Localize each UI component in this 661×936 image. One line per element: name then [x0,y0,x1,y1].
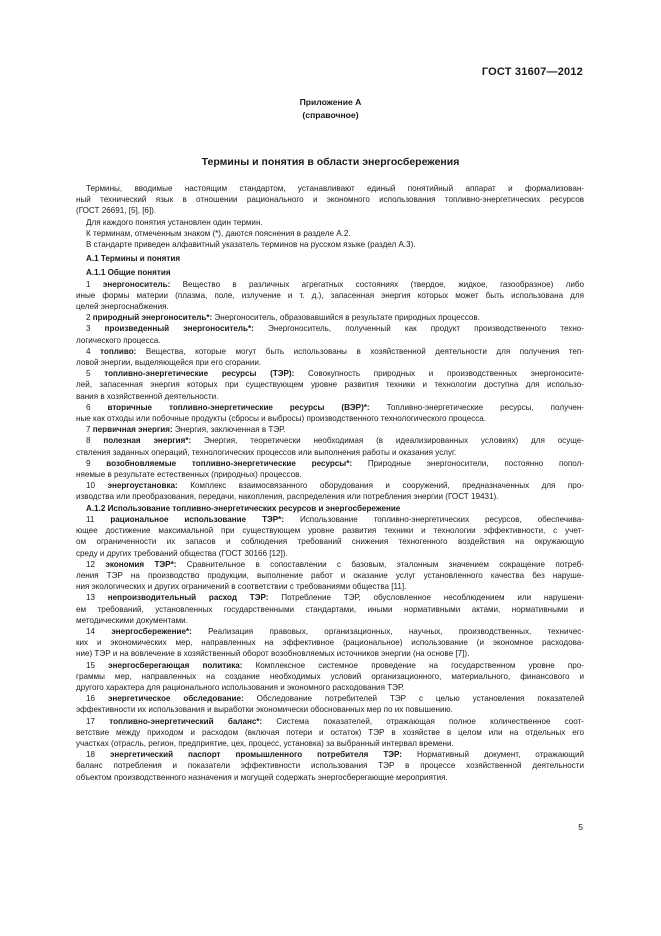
term-continuation: граммы мер, направленных на создание необходимых условий организационного, материального, финансового и [76,671,584,681]
term-continuation: целей энергоснабжения. [76,302,169,312]
term-entry [76,368,584,379]
term-number: 18 [86,750,96,760]
term-continuation: ветствие между приходом и расходом (включая потери и остаток) ТЭР в хозяйстве в целом или на отдельных его [76,727,584,737]
term-number: 16 [86,694,96,704]
term-number: 8 [86,436,91,446]
term-continuation: ные как отходы или побочные продукты (сбросы и выбросы) производственного технологического процесса. [76,414,487,424]
term-entry [76,559,584,570]
term-number: 4 [86,346,91,356]
document-body [76,183,584,783]
term-continuation: ловой энергии, выделяющейся при его сгорании. [76,358,262,368]
term-number: 1 [86,279,91,289]
term-continuation: няемые в результате естественных (природных) процессов. [76,470,302,480]
term-name: энергоноситель: [102,279,171,289]
term-name: полезная энергия [103,436,186,446]
term-entry [76,660,584,671]
term-entry [76,346,584,357]
term-name: энергетический паспорт промышленного потребителя ТЭР: [109,750,403,760]
term-name: энергоустановка: [107,481,178,491]
term-definition: Природные энергоносители, постоянно попол- [352,458,584,468]
term-mark: *: [185,626,192,636]
term-entry [76,424,584,435]
subsection-heading: А.1.1 Общие понятия [86,268,171,278]
term-definition: Энергоноситель, образовавшийся в результате природных процессов. [212,313,480,323]
subsection-heading: А.1.2 Использование топливно-энергетических ресурсов и энергосбережение [86,503,401,513]
term-continuation: эффективности их использования и выработки экономически обоснованных мер по их повышению. [76,705,453,715]
term-definition: Вещество в различных агрегатных состояниях (твердое, жидкое, газообразное) либо [170,279,585,289]
term-number: 3 [86,324,91,334]
intro-line: В стандарте приведен алфавитный указатель терминов на русском языке (раздел А.3). [86,240,416,250]
term-entry [76,402,584,413]
term-name: первичная энергия: [92,425,173,435]
term-entry [76,435,584,446]
term-number: 5 [86,369,91,379]
term-number: 6 [86,402,91,412]
intro-line: ный технический язык в отношении рационального и экономного использования топливно-энергетических ресурсов [76,195,584,205]
term-name: экономия ТЭР [105,559,171,569]
term-name: произведенный энергоноситель [104,324,249,334]
term-number: 13 [86,593,96,603]
term-continuation: баланс потребления и показатели эффективности использования ТЭР в процессе хозяйственной деятельности [76,761,584,771]
term-mark: *: [206,313,213,323]
term-name: энергосберегающая политика: [108,660,243,670]
term-continuation: ом ограниченности их запасов и соблюдения требований снижения техногенного воздействия на окружающую [76,537,584,547]
term-definition: Система показателей, отражающая полное количественное соот- [262,716,584,726]
term-continuation: методическими документами. [76,615,188,625]
term-number: 9 [86,458,91,468]
term-definition: Обследование потребителей ТЭР с целью установления показателей [243,694,584,704]
term-definition: Нормативный документ, отражающий [402,750,584,760]
term-name: возобновляемые топливно-энергетические ресурсы [106,458,347,468]
page-title: Термины и понятия в области энергосбережения [201,156,460,168]
intro-line: К терминам, отмеченным знаком (*), даются пояснения в разделе А.2. [86,228,351,238]
term-mark: *: [278,514,285,524]
term-definition: Энергия, теоретически необходимая (в идеализированных условиях) для осуще- [191,436,585,446]
term-name: топливно-энергетические ресурсы (ТЭР): [104,369,295,379]
term-continuation: ления ТЭР на производство продукции, выполнение работ и оказание услуг установленного качества без наруше- [76,570,584,580]
term-mark: *: [346,458,353,468]
term-entry [76,749,584,760]
term-name: топливно-энергетический баланс [109,716,257,726]
term-name: рациональное использование ТЭР [110,514,279,524]
term-entry [76,693,584,704]
term-entry [76,480,584,491]
term-continuation: логического процесса. [76,335,161,345]
term-entry [76,323,584,334]
term-entry [76,626,584,637]
term-definition: Потребление ТЭР, обусловленное несоблюдением или нарушени- [268,593,584,603]
term-definition: Комплекс взаимосвязанного оборудования и сооружений, предназначенных для про- [177,481,584,491]
section-heading: А.1 Термины и понятия [86,254,181,264]
term-definition: Вещества, которые могут быть использованы в хозяйственной деятельности для получения теп- [136,346,584,356]
term-continuation: ющее достижение максимальной при существующем уровне развития техники и технологии эффективности, с учет- [76,526,584,536]
term-entry [76,592,584,603]
term-definition: Использование топливно-энергетических ресурсов, обеспечива- [284,514,584,524]
term-continuation: ния экологических и других ограничений в соответствии с требованиями общества [11]. [76,582,407,592]
term-continuation: иные формы материи (плазма, поле, излучение и т. д.), запасенная энергия которых может быть использована для [76,290,584,300]
term-number: 2 [86,313,91,323]
term-continuation: лей, запасенная энергия которых при существующем уровне развития техники и технологии доступна для использо- [76,380,584,390]
term-definition: Топливно-энергетические ресурсы, получен- [369,402,584,412]
term-definition: Энергия, заключенная в ТЭР. [172,425,286,435]
term-continuation: изводства или преобразования, передачи, накопления, распределения или потребления энергии (ГОСТ 19431). [76,492,499,502]
term-continuation: ствления заданных операций, технологических процессов или выполнения работы и оказания услуг. [76,447,457,457]
intro-line: Термины, вводимые настоящим стандартом, устанавливают единый понятийный аппарат и формализован- [86,184,584,193]
term-continuation: ем требований, установленных государственными стандартами, иными нормативными актами, нормативными и [76,604,584,614]
term-continuation: объектом производственного назначения и могущей содержать энергосберегающие мероприятия. [76,772,448,782]
term-definition: Комплексное системное проведение на государственном уровне про- [242,660,584,670]
term-mark: *: [363,402,370,412]
term-number: 17 [86,716,96,726]
term-continuation: другого характера для рационального использования и экономного расходования ТЭР. [76,682,405,692]
term-entry [76,716,584,727]
intro-line: Для каждого понятия установлен один термин. [86,217,263,227]
term-continuation: среду и других требований общества (ГОСТ 30166 [12]). [76,548,288,558]
page-number: 5 [578,822,583,832]
term-entry [76,279,584,290]
term-continuation: ких и экономических мер, направленных на эффективное (рациональное) использование (и экономное расходова- [76,638,584,648]
term-number: 11 [86,514,95,524]
term-definition: Совокупность природных и производственных энергоносите- [294,369,585,379]
intro-line: (ГОСТ 26691, [5], [6]). [76,206,157,216]
term-mark: *: [185,436,192,446]
term-continuation: вания в хозяйственной деятельности. [76,391,219,401]
term-entry [76,458,584,469]
annex-label: Приложение А [299,97,362,107]
term-name: непроизводительный расход ТЭР: [107,593,269,603]
document-code: ГОСТ 31607—2012 [481,66,583,78]
term-name: вторичные топливно-энергетические ресурсы (ВЭР) [107,402,364,412]
term-entry [76,312,584,323]
term-definition: Сравнительное в сопоставлении с базовым, эталонным значением сокращение потреб- [176,559,584,569]
term-definition: Энергоноситель, полученный как продукт производственного техно- [253,324,585,334]
term-number: 10 [86,481,96,491]
term-name: топливо: [100,346,137,356]
term-number: 14 [86,626,96,636]
term-mark: *: [256,716,263,726]
term-name: природный энергоноситель [92,313,207,323]
term-mark: *: [170,559,177,569]
term-entry [76,514,584,525]
term-mark: *: [248,324,254,334]
term-name: энергосбережение [111,626,186,636]
term-continuation: ние) ТЭР и на вовлечение в хозяйственный оборот возобновляемых источников энергии (на основе [7]). [76,649,470,659]
term-number: 7 [86,425,91,435]
term-number: 15 [86,660,96,670]
term-name: энергетическое обследование: [107,694,244,704]
term-definition: Реализация правовых, организационных, научных, производственных, техничес- [191,626,584,636]
annex-type: (справочное) [302,110,359,120]
term-number: 12 [86,559,96,569]
term-continuation: участках (отрасль, регион, предприятие, цех, процесс, установка) за выбранный интервал времени. [76,738,454,748]
